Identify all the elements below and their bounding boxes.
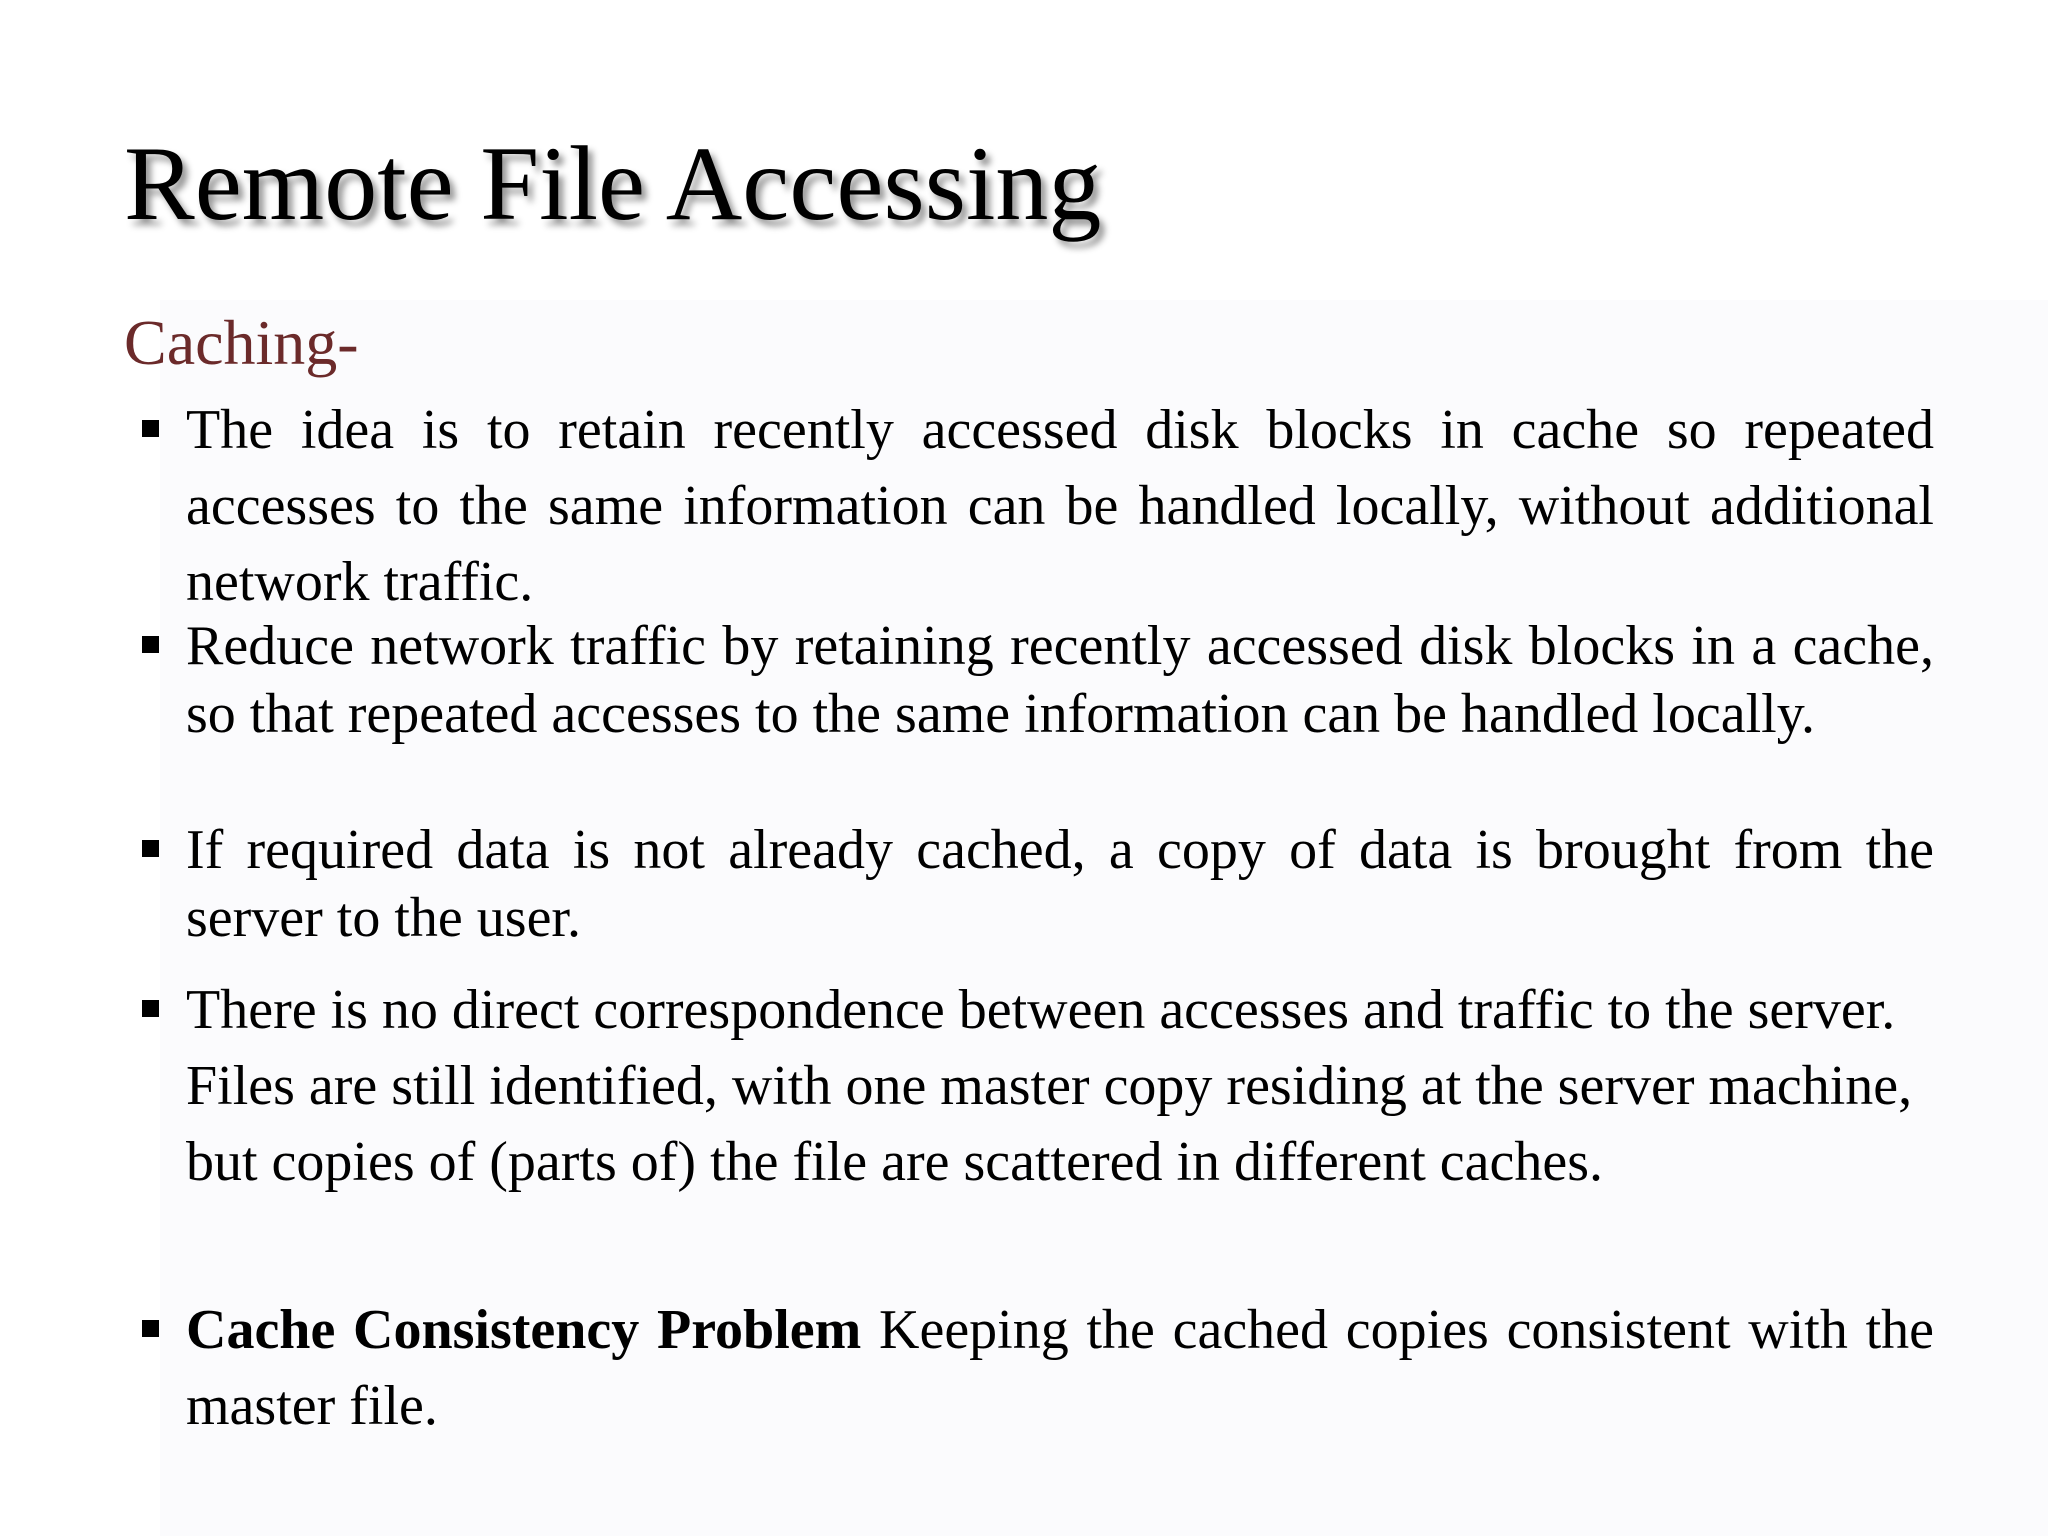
bullet-text: If required data is not already cached, a copy of data is brought from the server to the user.	[186, 819, 1934, 949]
section-subheading: Caching-	[124, 307, 359, 378]
bullet-text: There is no direct correspondence between accesses and traffic to the server. Files are still identified, with one master copy residing at the server machine, but copies of (parts of) the file are scattered in different caches.	[186, 979, 1913, 1193]
bullet-text: Keeping the cached copies consistent with the master file.	[186, 1299, 1934, 1437]
bullet-text: The idea is to retain recently accessed disk blocks in cache so repeated accesses to the same information can be handled locally, without additional network traffic.	[186, 399, 1934, 613]
square-bullet-icon	[142, 636, 159, 653]
bullet-item	[186, 972, 1934, 1200]
bullet-bold-lead: Cache Consistency Problem	[186, 1299, 862, 1361]
bullet-item	[186, 1292, 1934, 1444]
slide-title: Remote File Accessing	[124, 125, 1102, 242]
bullet-item	[186, 612, 1934, 748]
bullet-item	[186, 816, 1934, 952]
square-bullet-icon	[142, 1320, 159, 1337]
bullet-item	[186, 392, 1934, 620]
square-bullet-icon	[142, 1000, 159, 1017]
square-bullet-icon	[142, 420, 159, 437]
square-bullet-icon	[142, 840, 159, 857]
bullet-text: Reduce network traffic by retaining recently accessed disk blocks in a cache, so that repeated accesses to the same information can be handled locally.	[186, 615, 1934, 745]
bullet-text-with-lead	[186, 1292, 1934, 1444]
